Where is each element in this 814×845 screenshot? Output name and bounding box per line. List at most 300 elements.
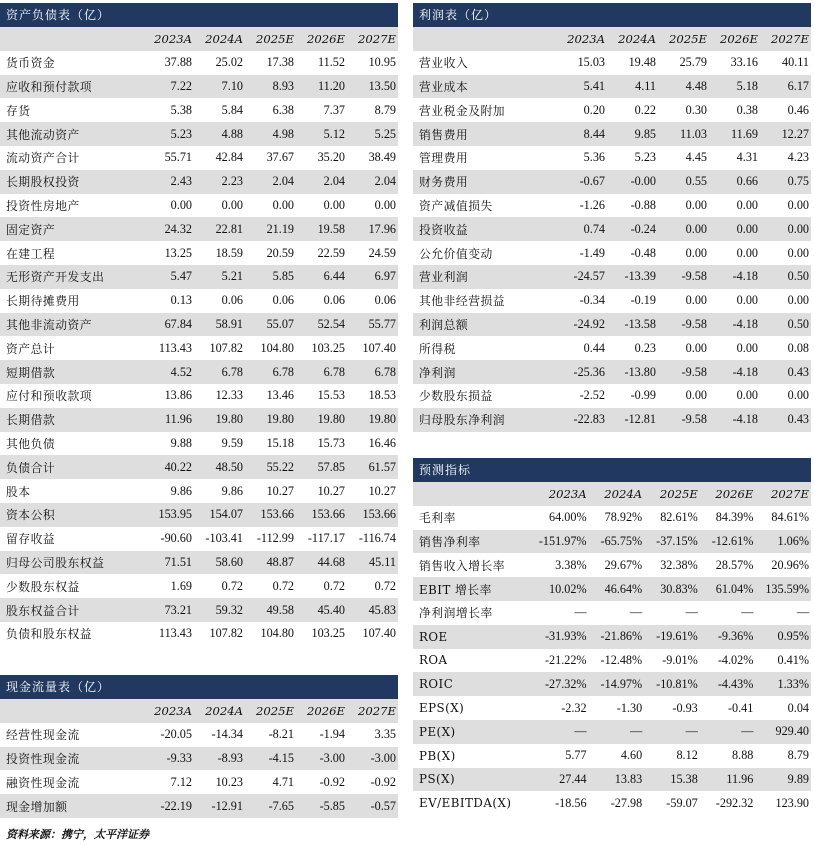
year-header: 2027E xyxy=(347,27,398,51)
row-label: 资本公积 xyxy=(0,503,143,527)
value-cell: 6.78 xyxy=(347,360,398,384)
value-cell: 11.03 xyxy=(658,122,709,146)
value-cell: 0.00 xyxy=(760,217,811,241)
value-cell: 0.13 xyxy=(170,293,192,308)
year-header: 2027E xyxy=(347,699,398,723)
table-row xyxy=(413,360,811,384)
value-cell: 11.96 xyxy=(143,408,194,432)
year-header: 2025E xyxy=(245,699,296,723)
value-cell: -22.83 xyxy=(556,408,607,432)
table-row xyxy=(0,146,398,170)
value-cell: 2.04 xyxy=(347,170,398,194)
value-cell: 0.50 xyxy=(760,265,811,289)
value-cell: -37.15% xyxy=(644,530,700,554)
value-cell: 0.30 xyxy=(685,102,707,117)
table-row xyxy=(0,551,398,575)
row-label: 净利润增长率 xyxy=(419,606,493,621)
row-label: ROE xyxy=(413,625,533,649)
forecast-title: 预测指标 xyxy=(413,458,811,482)
table-row xyxy=(0,770,398,794)
value-cell: -0.19 xyxy=(630,293,656,308)
value-cell: 0.08 xyxy=(787,340,809,355)
value-cell: 0.00 xyxy=(170,197,192,212)
value-cell: -10.81% xyxy=(644,672,700,696)
value-cell: -2.32 xyxy=(561,700,587,715)
value-cell: 104.80 xyxy=(260,340,294,355)
table-row xyxy=(413,98,811,122)
value-cell: 107.40 xyxy=(362,340,396,355)
value-cell: 113.43 xyxy=(158,626,192,641)
value-cell: 37.67 xyxy=(266,150,294,165)
value-cell: -9.01% xyxy=(662,652,698,667)
table-row xyxy=(0,598,398,622)
table-row xyxy=(0,98,398,122)
value-cell: 37.88 xyxy=(164,55,192,70)
header-blank xyxy=(413,482,533,506)
value-cell: 15.18 xyxy=(266,435,294,450)
value-cell: 0.06 xyxy=(272,293,294,308)
value-cell: -1.30 xyxy=(616,700,643,715)
value-cell: 7.22 xyxy=(143,75,194,99)
table-row xyxy=(413,75,811,99)
row-label: 负债合计 xyxy=(0,455,143,479)
row-label: 归母股东净利润 xyxy=(413,408,556,432)
value-cell: 45.11 xyxy=(347,551,398,575)
value-cell: 11.96 xyxy=(700,768,756,792)
value-cell: 52.54 xyxy=(296,313,347,337)
value-cell: 0.00 xyxy=(685,245,707,260)
value-cell: 10.02% xyxy=(533,577,589,601)
row-label: ROIC xyxy=(413,672,533,696)
row-label: EPS(X) xyxy=(419,701,465,716)
value-cell: 0.22 xyxy=(634,102,656,117)
row-label: 投资性现金流 xyxy=(0,747,143,771)
row-label: EV/EBITDA(X) xyxy=(419,796,512,811)
value-cell: 0.95% xyxy=(755,625,811,649)
value-cell: -24.92 xyxy=(556,313,607,337)
row-label: 投资性房地产 xyxy=(6,198,80,213)
table-row xyxy=(413,170,811,194)
value-cell: -0.92 xyxy=(370,774,396,789)
table-row xyxy=(0,122,398,146)
row-label: 留存收益 xyxy=(6,532,56,547)
value-cell: 0.46 xyxy=(787,102,809,117)
cashflow-table xyxy=(0,699,398,818)
value-cell: 8.79 xyxy=(787,748,809,763)
value-cell: -292.32 xyxy=(715,795,754,810)
row-label: 应收和预付款项 xyxy=(0,75,143,99)
row-label: 毛利率 xyxy=(419,511,456,526)
value-cell: 5.47 xyxy=(143,265,194,289)
value-cell: 5.23 xyxy=(143,122,194,146)
table-row xyxy=(413,289,811,313)
value-cell: -0.93 xyxy=(672,700,698,715)
value-cell: -20.05 xyxy=(160,727,192,742)
value-cell: 13.83 xyxy=(589,768,645,792)
value-cell: 153.66 xyxy=(245,503,296,527)
table-row xyxy=(0,432,398,456)
row-label: 资产减值损失 xyxy=(419,198,493,213)
value-cell: 4.60 xyxy=(620,748,643,763)
value-cell: -0.24 xyxy=(607,217,658,241)
value-cell: 0.72 xyxy=(323,578,345,593)
table-row xyxy=(413,601,811,625)
row-label: 现金增加额 xyxy=(0,794,143,818)
value-cell: 38.49 xyxy=(368,150,396,165)
year-header: 2023A xyxy=(556,27,607,51)
value-cell: — xyxy=(685,605,698,620)
value-cell: 0.44 xyxy=(583,340,605,355)
value-cell: 10.95 xyxy=(368,55,396,70)
value-cell: 6.78 xyxy=(296,360,347,384)
table-row xyxy=(413,506,811,530)
cashflow-title: 现金流量表（亿） xyxy=(0,675,398,699)
source-note: 资料来源：携宁，太平洋证券 xyxy=(6,828,149,841)
value-cell: 44.68 xyxy=(296,551,347,575)
value-cell: -24.57 xyxy=(556,265,607,289)
year-header: 2026E xyxy=(700,482,756,506)
table-row xyxy=(0,241,398,265)
value-cell: 0.00 xyxy=(685,293,707,308)
row-label: 净利润 xyxy=(413,360,556,384)
value-cell: 6.17 xyxy=(760,75,811,99)
year-header-row xyxy=(413,27,811,51)
value-cell: 61.04% xyxy=(700,577,756,601)
value-cell: -4.02% xyxy=(717,652,754,667)
year-header: 2027E xyxy=(760,27,811,51)
value-cell: 15.73 xyxy=(317,435,345,450)
year-header: 2026E xyxy=(296,27,347,51)
value-cell: -65.75% xyxy=(589,530,645,554)
value-cell: 5.84 xyxy=(221,102,243,117)
value-cell: 5.21 xyxy=(194,265,245,289)
value-cell: 84.61% xyxy=(771,510,809,525)
table-row xyxy=(0,313,398,337)
value-cell: 20.59 xyxy=(266,245,294,260)
value-cell: -14.34 xyxy=(211,727,243,742)
value-cell: -8.93 xyxy=(194,747,245,771)
table-row xyxy=(413,313,811,337)
value-cell: -21.22% xyxy=(544,652,587,667)
value-cell: -0.00 xyxy=(607,170,658,194)
value-cell: -9.58 xyxy=(658,265,709,289)
value-cell: 22.59 xyxy=(317,245,345,260)
value-cell: 0.72 xyxy=(374,578,396,593)
value-cell: 0.04 xyxy=(787,700,809,715)
table-row xyxy=(0,360,398,384)
value-cell: 113.43 xyxy=(158,340,192,355)
value-cell: 0.00 xyxy=(374,197,396,212)
value-cell: -18.56 xyxy=(555,795,587,810)
value-cell: 55.71 xyxy=(164,150,192,165)
value-cell: -9.33 xyxy=(143,747,194,771)
value-cell: 8.44 xyxy=(556,122,607,146)
row-label: 营业税金及附加 xyxy=(419,103,506,118)
value-cell: 0.23 xyxy=(634,340,656,355)
value-cell: 12.33 xyxy=(215,388,243,403)
value-cell: -12.61% xyxy=(700,530,756,554)
value-cell: 0.00 xyxy=(685,340,707,355)
table-row xyxy=(0,574,398,598)
value-cell: -8.21 xyxy=(268,727,294,742)
value-cell: 19.80 xyxy=(347,408,398,432)
value-cell: 45.40 xyxy=(296,598,347,622)
value-cell: -1.26 xyxy=(579,197,605,212)
value-cell: 67.84 xyxy=(143,313,194,337)
value-cell: 6.78 xyxy=(245,360,296,384)
table-row xyxy=(0,265,398,289)
value-cell: 13.50 xyxy=(347,75,398,99)
value-cell: 57.85 xyxy=(296,455,347,479)
value-cell: 25.79 xyxy=(679,55,707,70)
year-header-row xyxy=(0,27,398,51)
table-row xyxy=(413,194,811,218)
value-cell: 0.72 xyxy=(221,578,243,593)
income-statement-panel xyxy=(413,3,811,432)
value-cell: 4.52 xyxy=(143,360,194,384)
value-cell: 30.83% xyxy=(644,577,700,601)
value-cell: 19.80 xyxy=(296,408,347,432)
value-cell: — xyxy=(700,720,756,744)
value-cell: 0.00 xyxy=(787,197,809,212)
table-row xyxy=(413,696,811,720)
table-row xyxy=(413,530,811,554)
value-cell: — xyxy=(574,605,587,620)
value-cell: -13.58 xyxy=(607,313,658,337)
value-cell: 4.31 xyxy=(736,150,758,165)
value-cell: 46.64% xyxy=(589,577,645,601)
row-label: 营业利润 xyxy=(413,265,556,289)
value-cell: 5.18 xyxy=(709,75,760,99)
value-cell: 19.48 xyxy=(628,55,656,70)
value-cell: -4.18 xyxy=(709,313,760,337)
row-label: 其他流动资产 xyxy=(0,122,143,146)
value-cell: -59.07 xyxy=(666,795,698,810)
value-cell: 84.39% xyxy=(715,510,754,525)
balance-sheet-title: 资产负债表（亿） xyxy=(0,3,398,27)
value-cell: 3.35 xyxy=(374,727,396,742)
value-cell: — xyxy=(630,605,643,620)
table-row xyxy=(413,384,811,408)
value-cell: 5.12 xyxy=(296,122,347,146)
value-cell: 4.98 xyxy=(245,122,296,146)
value-cell: 33.16 xyxy=(730,55,758,70)
row-label: 长期待摊费用 xyxy=(6,294,80,309)
value-cell: 12.27 xyxy=(760,122,811,146)
table-row xyxy=(413,720,811,744)
value-cell: 154.07 xyxy=(194,503,245,527)
table-row xyxy=(0,194,398,218)
income-statement-table xyxy=(413,27,811,432)
row-label: 应付和预收款项 xyxy=(6,389,93,404)
value-cell: -0.34 xyxy=(579,293,605,308)
value-cell: 0.20 xyxy=(583,102,605,117)
year-header-row xyxy=(0,699,398,723)
value-cell: — xyxy=(796,605,809,620)
value-cell: 1.06% xyxy=(755,530,811,554)
row-label: 长期借款 xyxy=(0,408,143,432)
row-label: 财务费用 xyxy=(413,170,556,194)
year-header: 2023A xyxy=(143,699,194,723)
row-label: 利润总额 xyxy=(413,313,556,337)
value-cell: -31.93% xyxy=(533,625,589,649)
value-cell: 9.89 xyxy=(755,768,811,792)
table-row xyxy=(0,723,398,747)
value-cell: 107.82 xyxy=(209,340,243,355)
value-cell: -12.81 xyxy=(607,408,658,432)
value-cell: -9.58 xyxy=(658,313,709,337)
header-blank xyxy=(413,27,556,51)
value-cell: 0.50 xyxy=(760,313,811,337)
value-cell: 24.32 xyxy=(143,217,194,241)
value-cell: -4.18 xyxy=(709,265,760,289)
table-row xyxy=(413,791,811,815)
year-header: 2024A xyxy=(607,27,658,51)
table-row xyxy=(413,649,811,673)
value-cell: -3.00 xyxy=(296,747,347,771)
value-cell: 22.81 xyxy=(194,217,245,241)
value-cell: 0.00 xyxy=(736,340,758,355)
value-cell: -151.97% xyxy=(533,530,589,554)
income-statement-title: 利润表（亿） xyxy=(413,3,811,27)
value-cell: 2.04 xyxy=(296,170,347,194)
value-cell: 0.00 xyxy=(787,245,809,260)
value-cell: 153.95 xyxy=(143,503,194,527)
row-label: 固定资产 xyxy=(0,217,143,241)
value-cell: -112.99 xyxy=(256,531,294,546)
year-header: 2027E xyxy=(755,482,811,506)
value-cell: -2.52 xyxy=(579,388,605,403)
value-cell: 7.12 xyxy=(170,774,192,789)
value-cell: 0.38 xyxy=(736,102,758,117)
value-cell: -22.19 xyxy=(143,794,194,818)
cashflow-panel xyxy=(0,675,398,818)
row-label: 其他负债 xyxy=(6,436,56,451)
table-row xyxy=(0,479,398,503)
row-label: 归母公司股东权益 xyxy=(0,551,143,575)
value-cell: 0.06 xyxy=(374,293,396,308)
value-cell: 10.27 xyxy=(266,483,294,498)
row-label: 股东权益合计 xyxy=(0,598,143,622)
value-cell: 29.67% xyxy=(604,557,643,572)
value-cell: 0.75 xyxy=(760,170,811,194)
year-header: 2024A xyxy=(194,27,245,51)
value-cell: -3.00 xyxy=(347,747,398,771)
value-cell: -12.91 xyxy=(194,794,245,818)
value-cell: 0.00 xyxy=(709,217,760,241)
year-header: 2026E xyxy=(296,699,347,723)
year-header: 2023A xyxy=(533,482,589,506)
value-cell: — xyxy=(533,720,589,744)
value-cell: -1.94 xyxy=(319,727,345,742)
value-cell: -0.57 xyxy=(347,794,398,818)
value-cell: 7.10 xyxy=(194,75,245,99)
row-label: 经营性现金流 xyxy=(6,728,80,743)
row-label: 公允价值变动 xyxy=(419,246,493,261)
value-cell: 0.00 xyxy=(736,293,758,308)
value-cell: 10.27 xyxy=(368,483,396,498)
value-cell: 13.25 xyxy=(164,245,192,260)
value-cell: 9.85 xyxy=(607,122,658,146)
table-row xyxy=(0,384,398,408)
year-header: 2026E xyxy=(709,27,760,51)
value-cell: 24.59 xyxy=(368,245,396,260)
value-cell: 0.00 xyxy=(736,197,758,212)
value-cell: 3.38% xyxy=(555,557,587,572)
table-row xyxy=(413,408,811,432)
row-label: 少数股东权益 xyxy=(6,579,80,594)
row-label: 短期借款 xyxy=(0,360,143,384)
value-cell: 19.80 xyxy=(194,408,245,432)
value-cell: 35.20 xyxy=(317,150,345,165)
value-cell: 135.59% xyxy=(755,577,811,601)
value-cell: 0.00 xyxy=(221,197,243,212)
row-label: ROA xyxy=(419,653,448,668)
row-label: 销售净利率 xyxy=(413,530,533,554)
value-cell: -21.86% xyxy=(589,625,645,649)
value-cell: 8.88 xyxy=(732,748,754,763)
value-cell: 153.66 xyxy=(296,503,347,527)
value-cell: -0.88 xyxy=(630,197,656,212)
value-cell: 6.44 xyxy=(296,265,347,289)
value-cell: 21.19 xyxy=(245,217,296,241)
value-cell: 48.87 xyxy=(245,551,296,575)
value-cell: 4.11 xyxy=(607,75,658,99)
value-cell: 0.55 xyxy=(658,170,709,194)
value-cell: — xyxy=(589,720,645,744)
table-row xyxy=(413,146,811,170)
value-cell: 107.82 xyxy=(209,626,243,641)
row-label: 其他非流动资产 xyxy=(0,313,143,337)
header-blank xyxy=(0,699,143,723)
table-row xyxy=(0,336,398,360)
value-cell: 82.61% xyxy=(660,510,698,525)
value-cell: 0.00 xyxy=(685,197,707,212)
value-cell: 73.21 xyxy=(143,598,194,622)
row-label: PB(X) xyxy=(419,748,456,763)
value-cell: -0.48 xyxy=(630,245,656,260)
value-cell: 5.38 xyxy=(170,102,192,117)
value-cell: 18.53 xyxy=(368,388,396,403)
value-cell: 15.03 xyxy=(577,55,605,70)
value-cell: 19.58 xyxy=(296,217,347,241)
row-label: PE(X) xyxy=(413,720,533,744)
value-cell: 4.23 xyxy=(787,150,809,165)
table-row xyxy=(0,794,398,818)
value-cell: -13.80 xyxy=(607,360,658,384)
value-cell: 5.25 xyxy=(347,122,398,146)
value-cell: 0.43 xyxy=(760,360,811,384)
value-cell: 0.41% xyxy=(777,652,809,667)
value-cell: 17.38 xyxy=(266,55,294,70)
value-cell: 6.78 xyxy=(194,360,245,384)
value-cell: -9.58 xyxy=(658,408,709,432)
value-cell: -9.58 xyxy=(658,360,709,384)
value-cell: 13.86 xyxy=(164,388,192,403)
value-cell: 71.51 xyxy=(143,551,194,575)
year-header: 2023A xyxy=(143,27,194,51)
row-label: 股本 xyxy=(6,484,31,499)
value-cell: 0.74 xyxy=(556,217,607,241)
value-cell: 59.32 xyxy=(194,598,245,622)
value-cell: 5.77 xyxy=(565,748,587,763)
value-cell: 13.46 xyxy=(266,388,294,403)
row-label: EBIT 增长率 xyxy=(413,577,533,601)
value-cell: 9.86 xyxy=(170,483,192,498)
value-cell: -0.41 xyxy=(727,700,754,715)
row-label: 营业成本 xyxy=(413,75,556,99)
table-row xyxy=(413,265,811,289)
